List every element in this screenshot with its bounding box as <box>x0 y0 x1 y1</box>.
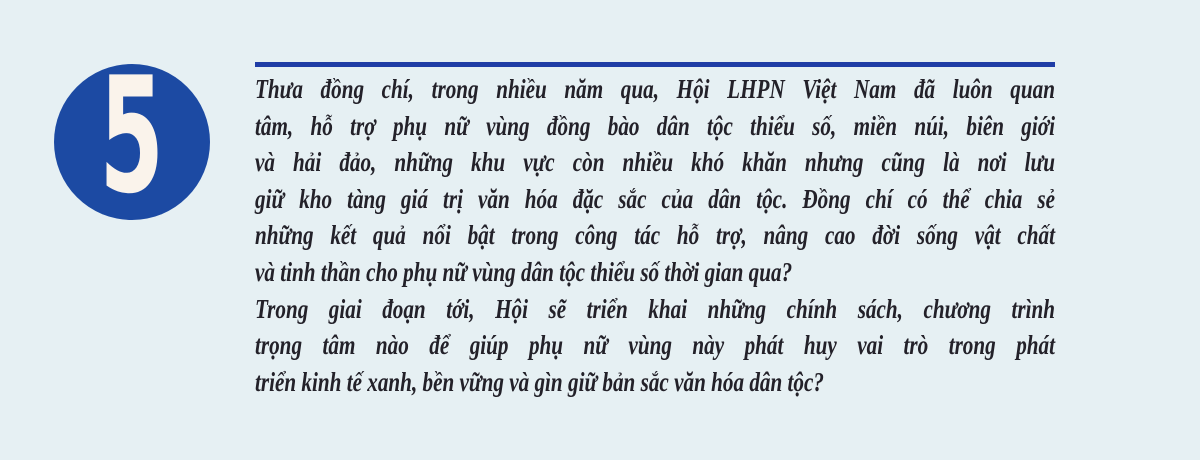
question-line-9: triển kinh tế xanh, bền vững và gìn giữ bản sắc văn hóa dân tộc? <box>255 365 824 397</box>
question-line-8: trọng tâm nào để giúp phụ nữ vùng này phát huy vai trò trong phát <box>255 329 1055 361</box>
question-line-7: Trong giai đoạn tới, Hội sẽ triển khai những chính sách, chương trình <box>255 292 1055 324</box>
question-line-3: và hải đảo, những khu vực còn nhiều khó khăn nhưng cũng là nơi lưu <box>255 146 1055 178</box>
question-line-6: và tinh thần cho phụ nữ vùng dân tộc thiểu số thời gian qua? <box>255 255 793 287</box>
divider-line <box>255 62 1055 67</box>
question-line-5: những kết quả nổi bật trong công tác hỗ trợ, nâng cao đời sống vật chất <box>255 219 1055 251</box>
question-number: 5 <box>99 42 165 229</box>
question-line-4: giữ kho tàng giá trị văn hóa đặc sắc của dân tộc. Đồng chí có thể chia sẻ <box>255 182 1055 214</box>
question-number-badge <box>54 42 210 229</box>
question-line-2: tâm, hỗ trợ phụ nữ vùng đồng bào dân tộc thiểu số, miền núi, biên giới <box>255 109 1055 141</box>
question-line-1: Thưa đồng chí, trong nhiều năm qua, Hội LHPN Việt Nam đã luôn quan <box>255 73 1055 104</box>
question-text <box>255 71 1055 400</box>
